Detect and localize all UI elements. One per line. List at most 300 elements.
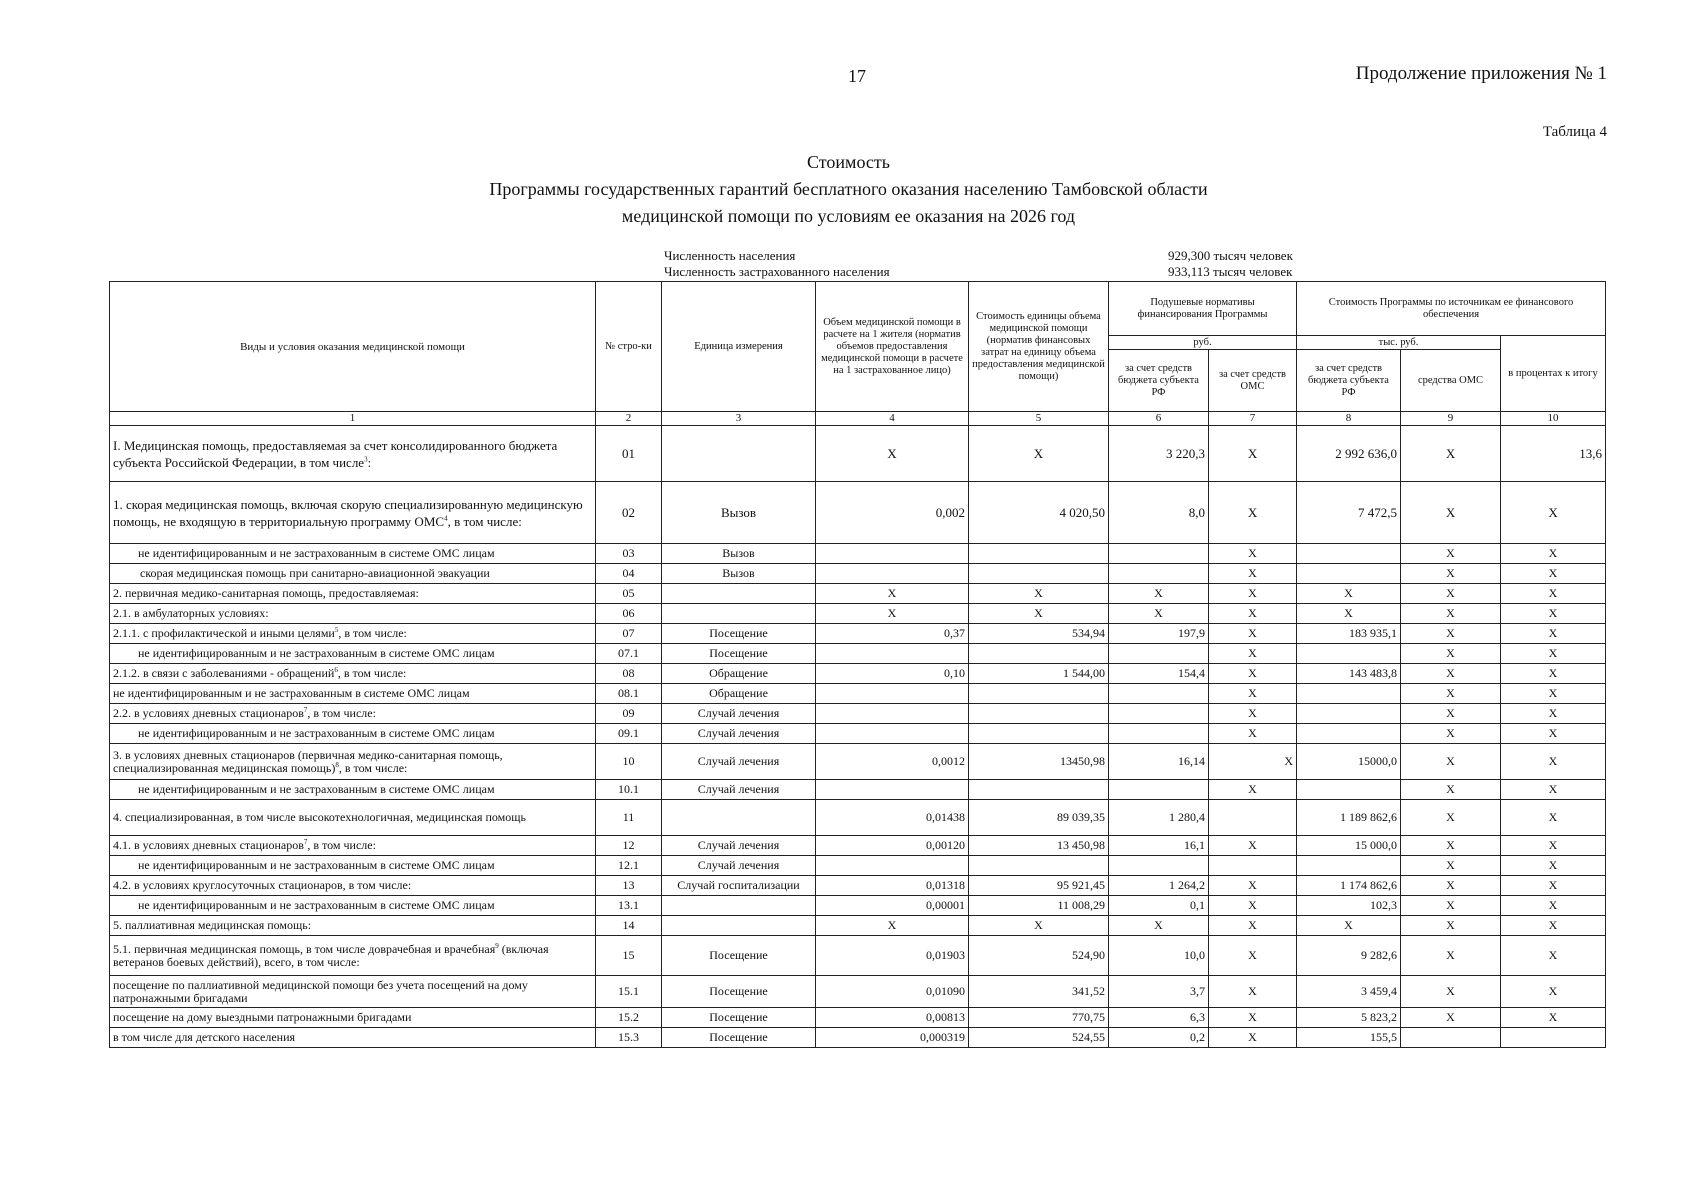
row-oms-cost bbox=[1401, 1028, 1501, 1048]
row-name bbox=[110, 856, 596, 876]
row-name-text: не идентифицированным и не застрахованным в системе ОМС лицам bbox=[138, 546, 495, 560]
row-name-text: не идентифицированным и не застрахованным в системе ОМС лицам bbox=[138, 858, 495, 872]
row-name bbox=[110, 564, 596, 584]
row-budget-per-capita: 1 264,2 bbox=[1109, 876, 1209, 896]
row-budget-cost: 183 935,1 bbox=[1297, 624, 1401, 644]
row-number: 04 bbox=[596, 564, 662, 584]
row-unit: Посещение bbox=[662, 644, 816, 664]
table-row bbox=[110, 856, 1606, 876]
row-budget-cost bbox=[1297, 684, 1401, 704]
row-budget-cost bbox=[1297, 564, 1401, 584]
row-name bbox=[110, 936, 596, 976]
row-name bbox=[110, 684, 596, 704]
row-unit: Посещение bbox=[662, 936, 816, 976]
row-volume: 0,000319 bbox=[816, 1028, 969, 1048]
row-name-text: 2.1.2. в связи с заболеваниями - обращений bbox=[113, 666, 335, 680]
row-volume bbox=[816, 544, 969, 564]
row-percent: X bbox=[1501, 976, 1606, 1008]
row-name-text: 2.1. в амбулаторных условиях: bbox=[113, 606, 269, 620]
row-number: 15.1 bbox=[596, 976, 662, 1008]
row-number: 06 bbox=[596, 604, 662, 624]
row-oms-per-capita: X bbox=[1209, 876, 1297, 896]
row-budget-cost: 143 483,8 bbox=[1297, 664, 1401, 684]
row-oms-per-capita bbox=[1209, 856, 1297, 876]
col-header-rub-unit: руб. bbox=[1109, 336, 1297, 350]
population-label: Численность населения bbox=[664, 248, 796, 263]
col-header-program-cost-group: Стоимость Программы по источникам ее финансового обеспечения bbox=[1297, 282, 1606, 336]
table-row bbox=[110, 896, 1606, 916]
row-name-text: не идентифицированным и не застрахованным в системе ОМС лицам bbox=[138, 646, 495, 660]
row-number: 10 bbox=[596, 744, 662, 780]
col-header-budget-cost: за счет средств бюджета субъекта РФ bbox=[1297, 350, 1401, 412]
row-name-text: I. Медицинская помощь, предоставляемая за счет консолидированного бюджета субъекта Российской Федерации, в том числе bbox=[113, 437, 558, 470]
row-percent: X bbox=[1501, 744, 1606, 780]
row-unit: Случай лечения bbox=[662, 704, 816, 724]
row-name bbox=[110, 916, 596, 936]
row-unit: Вызов bbox=[662, 564, 816, 584]
col-header-oms-per-capita: за счет средств ОМС bbox=[1209, 350, 1297, 412]
row-budget-per-capita: 3 220,3 bbox=[1109, 426, 1209, 482]
footnote-ref: 7 bbox=[303, 838, 308, 846]
row-percent: X bbox=[1501, 664, 1606, 684]
row-unit-cost: 13 450,98 bbox=[969, 836, 1109, 856]
row-percent: X bbox=[1501, 836, 1606, 856]
row-name bbox=[110, 800, 596, 836]
row-budget-cost bbox=[1297, 544, 1401, 564]
row-volume bbox=[816, 724, 969, 744]
row-unit-cost: 1 544,00 bbox=[969, 664, 1109, 684]
row-budget-cost: 3 459,4 bbox=[1297, 976, 1401, 1008]
row-name-text: 2. первичная медико-санитарная помощь, предоставляемая: bbox=[113, 586, 419, 600]
column-number: 4 bbox=[816, 412, 969, 426]
table-row bbox=[110, 936, 1606, 976]
row-oms-cost: X bbox=[1401, 564, 1501, 584]
row-volume: 0,10 bbox=[816, 664, 969, 684]
row-budget-per-capita: 16,14 bbox=[1109, 744, 1209, 780]
col-header-unit-cost: Стоимость единицы объема медицинской помощи (норматив финансовых затрат на единицу объема предоставления медицинской помощи) bbox=[969, 282, 1109, 412]
row-oms-cost: X bbox=[1401, 664, 1501, 684]
row-unit: Посещение bbox=[662, 1028, 816, 1048]
row-oms-per-capita: X bbox=[1209, 724, 1297, 744]
row-number: 02 bbox=[596, 482, 662, 544]
row-name bbox=[110, 896, 596, 916]
row-percent: X bbox=[1501, 800, 1606, 836]
row-budget-cost: 15000,0 bbox=[1297, 744, 1401, 780]
row-unit bbox=[662, 604, 816, 624]
row-oms-per-capita: X bbox=[1209, 664, 1297, 684]
row-name-text: не идентифицированным и не застрахованным в системе ОМС лицам bbox=[138, 898, 495, 912]
row-oms-cost: X bbox=[1401, 1008, 1501, 1028]
row-budget-cost bbox=[1297, 644, 1401, 664]
row-unit-cost bbox=[969, 684, 1109, 704]
cost-table bbox=[109, 281, 1606, 1048]
row-number: 09 bbox=[596, 704, 662, 724]
row-name-suffix: , в том числе: bbox=[338, 626, 407, 640]
row-budget-cost: 102,3 bbox=[1297, 896, 1401, 916]
row-percent: X bbox=[1501, 544, 1606, 564]
row-number: 15.3 bbox=[596, 1028, 662, 1048]
row-oms-cost: X bbox=[1401, 426, 1501, 482]
row-number: 01 bbox=[596, 426, 662, 482]
row-number: 12 bbox=[596, 836, 662, 856]
row-name-text: не идентифицированным и не застрахованным в системе ОМС лицам bbox=[138, 726, 495, 740]
row-percent: X bbox=[1501, 1008, 1606, 1028]
row-budget-cost bbox=[1297, 856, 1401, 876]
column-number: 6 bbox=[1109, 412, 1209, 426]
row-volume: X bbox=[816, 916, 969, 936]
row-unit-cost bbox=[969, 704, 1109, 724]
table-row bbox=[110, 684, 1606, 704]
row-name-text: посещение на дому выездными патронажными бригадами bbox=[113, 1010, 412, 1024]
row-unit-cost bbox=[969, 724, 1109, 744]
row-oms-cost: X bbox=[1401, 916, 1501, 936]
row-oms-cost: X bbox=[1401, 936, 1501, 976]
row-volume bbox=[816, 780, 969, 800]
table-row bbox=[110, 836, 1606, 856]
row-unit: Случай лечения bbox=[662, 836, 816, 856]
row-name-text: посещение по паллиативной медицинской помощи без учета посещений на дому патронажными бригадами bbox=[113, 977, 528, 1005]
row-oms-per-capita: X bbox=[1209, 584, 1297, 604]
row-name bbox=[110, 584, 596, 604]
row-unit-cost: 341,52 bbox=[969, 976, 1109, 1008]
row-budget-cost bbox=[1297, 780, 1401, 800]
row-budget-per-capita bbox=[1109, 564, 1209, 584]
row-percent: X bbox=[1501, 564, 1606, 584]
row-budget-per-capita: 8,0 bbox=[1109, 482, 1209, 544]
row-oms-cost: X bbox=[1401, 644, 1501, 664]
row-oms-cost: X bbox=[1401, 744, 1501, 780]
row-name bbox=[110, 482, 596, 544]
footnote-ref: 3 bbox=[364, 455, 368, 464]
title-line-3: медицинской помощи по условиям ее оказания на 2026 год bbox=[621, 206, 1076, 226]
row-name-suffix: , в том числе: bbox=[337, 666, 407, 680]
table-row bbox=[110, 800, 1606, 836]
table-row bbox=[110, 876, 1606, 896]
row-oms-per-capita: X bbox=[1209, 976, 1297, 1008]
row-unit-cost: 11 008,29 bbox=[969, 896, 1109, 916]
row-unit-cost: 524,90 bbox=[969, 936, 1109, 976]
row-unit bbox=[662, 426, 816, 482]
footnote-ref: 8 bbox=[335, 760, 339, 769]
row-oms-per-capita: X bbox=[1209, 780, 1297, 800]
row-percent: X bbox=[1501, 856, 1606, 876]
row-name-suffix: (включая ветеранов боевых действий), всего, в том числе: bbox=[113, 941, 549, 969]
row-name bbox=[110, 744, 596, 780]
table-row bbox=[110, 724, 1606, 744]
row-budget-cost: 1 174 862,6 bbox=[1297, 876, 1401, 896]
title-line-1: Стоимость bbox=[807, 152, 890, 172]
row-oms-cost: X bbox=[1401, 482, 1501, 544]
row-oms-cost: X bbox=[1401, 896, 1501, 916]
row-number: 15 bbox=[596, 936, 662, 976]
insured-population-label: Численность застрахованного населения bbox=[664, 264, 890, 279]
row-budget-cost: 1 189 862,6 bbox=[1297, 800, 1401, 836]
row-number: 12.1 bbox=[596, 856, 662, 876]
row-name bbox=[110, 1028, 596, 1048]
row-unit: Случай лечения bbox=[662, 780, 816, 800]
row-oms-per-capita: X bbox=[1209, 482, 1297, 544]
table-row bbox=[110, 780, 1606, 800]
row-oms-cost: X bbox=[1401, 724, 1501, 744]
row-budget-per-capita: X bbox=[1109, 916, 1209, 936]
table-row bbox=[110, 564, 1606, 584]
row-budget-cost: 155,5 bbox=[1297, 1028, 1401, 1048]
row-unit-cost bbox=[969, 564, 1109, 584]
row-budget-per-capita bbox=[1109, 684, 1209, 704]
row-name-text: 5.1. первичная медицинская помощь, в том числе доврачебная и врачебная bbox=[113, 941, 496, 956]
row-volume: 0,01318 bbox=[816, 876, 969, 896]
row-oms-cost: X bbox=[1401, 976, 1501, 1008]
row-unit: Вызов bbox=[662, 544, 816, 564]
footnote-ref: 4 bbox=[444, 514, 448, 523]
row-name-suffix: , в том числе: bbox=[447, 513, 522, 529]
row-unit: Посещение bbox=[662, 1008, 816, 1028]
footnote-ref: 5 bbox=[334, 626, 339, 634]
row-name bbox=[110, 780, 596, 800]
row-percent: X bbox=[1501, 482, 1606, 544]
row-oms-per-capita: X bbox=[1209, 744, 1297, 780]
row-unit-cost: X bbox=[969, 426, 1109, 482]
row-name-text: 1. скорая медицинская помощь, включая скорую специализированную медицинскую помощь, не входящую в территориальную программу ОМС bbox=[113, 496, 583, 529]
row-number: 03 bbox=[596, 544, 662, 564]
column-number: 9 bbox=[1401, 412, 1501, 426]
column-number: 7 bbox=[1209, 412, 1297, 426]
row-unit-cost: 534,94 bbox=[969, 624, 1109, 644]
row-percent bbox=[1501, 1028, 1606, 1048]
row-percent: X bbox=[1501, 704, 1606, 724]
row-unit: Посещение bbox=[662, 976, 816, 1008]
row-budget-cost: 2 992 636,0 bbox=[1297, 426, 1401, 482]
column-number-row bbox=[110, 412, 1606, 426]
row-oms-per-capita: X bbox=[1209, 604, 1297, 624]
row-percent: X bbox=[1501, 876, 1606, 896]
row-volume: 0,00001 bbox=[816, 896, 969, 916]
col-header-per-capita-group: Подушевые нормативы финансирования Программы bbox=[1109, 282, 1297, 336]
row-percent: X bbox=[1501, 684, 1606, 704]
column-number: 1 bbox=[110, 412, 596, 426]
row-oms-cost: X bbox=[1401, 856, 1501, 876]
footnote-ref: 9 bbox=[495, 941, 499, 950]
table-row bbox=[110, 544, 1606, 564]
row-volume bbox=[816, 644, 969, 664]
row-percent: X bbox=[1501, 644, 1606, 664]
row-budget-per-capita: 10,0 bbox=[1109, 936, 1209, 976]
row-volume bbox=[816, 856, 969, 876]
row-unit-cost: X bbox=[969, 916, 1109, 936]
row-budget-per-capita: 154,4 bbox=[1109, 664, 1209, 684]
row-percent: X bbox=[1501, 780, 1606, 800]
row-unit-cost bbox=[969, 644, 1109, 664]
title-line-2: Программы государственных гарантий бесплатного оказания населению Тамбовской области bbox=[489, 179, 1208, 199]
row-oms-per-capita: X bbox=[1209, 896, 1297, 916]
row-oms-cost: X bbox=[1401, 604, 1501, 624]
row-volume: 0,00813 bbox=[816, 1008, 969, 1028]
row-number: 08 bbox=[596, 664, 662, 684]
row-volume: 0,0012 bbox=[816, 744, 969, 780]
row-percent: X bbox=[1501, 584, 1606, 604]
row-unit-cost: 4 020,50 bbox=[969, 482, 1109, 544]
row-unit: Обращение bbox=[662, 684, 816, 704]
row-number: 11 bbox=[596, 800, 662, 836]
page-number: 17 bbox=[848, 66, 866, 86]
row-number: 14 bbox=[596, 916, 662, 936]
row-name bbox=[110, 544, 596, 564]
column-number: 5 bbox=[969, 412, 1109, 426]
row-oms-per-capita: X bbox=[1209, 704, 1297, 724]
row-unit-cost: 95 921,45 bbox=[969, 876, 1109, 896]
row-number: 07.1 bbox=[596, 644, 662, 664]
row-oms-per-capita: X bbox=[1209, 544, 1297, 564]
row-unit: Случай лечения bbox=[662, 724, 816, 744]
row-number: 15.2 bbox=[596, 1008, 662, 1028]
row-oms-per-capita: X bbox=[1209, 684, 1297, 704]
row-oms-cost: X bbox=[1401, 800, 1501, 836]
row-name bbox=[110, 876, 596, 896]
table-row bbox=[110, 664, 1606, 684]
row-name bbox=[110, 604, 596, 624]
row-name-text: 4. специализированная, в том числе высокотехнологичная, медицинская помощь bbox=[113, 810, 526, 824]
row-name-suffix: , в том числе: bbox=[338, 760, 408, 775]
row-percent: X bbox=[1501, 724, 1606, 744]
insured-population-value: 933,113 тысяч человек bbox=[1168, 264, 1293, 279]
row-oms-cost: X bbox=[1401, 544, 1501, 564]
row-unit: Вызов bbox=[662, 482, 816, 544]
table-row bbox=[110, 482, 1606, 544]
row-budget-per-capita bbox=[1109, 856, 1209, 876]
row-volume: 0,01438 bbox=[816, 800, 969, 836]
row-oms-per-capita: X bbox=[1209, 936, 1297, 976]
row-budget-per-capita: X bbox=[1109, 584, 1209, 604]
table-row bbox=[110, 704, 1606, 724]
row-budget-per-capita bbox=[1109, 544, 1209, 564]
row-number: 07 bbox=[596, 624, 662, 644]
row-volume: 0,01903 bbox=[816, 936, 969, 976]
row-name bbox=[110, 664, 596, 684]
row-volume bbox=[816, 564, 969, 584]
table-row bbox=[110, 976, 1606, 1008]
row-budget-per-capita: 16,1 bbox=[1109, 836, 1209, 856]
col-header-unit: Единица измерения bbox=[662, 282, 816, 412]
row-name bbox=[110, 644, 596, 664]
row-budget-cost: X bbox=[1297, 584, 1401, 604]
row-percent: 13,6 bbox=[1501, 426, 1606, 482]
row-volume bbox=[816, 704, 969, 724]
row-budget-per-capita bbox=[1109, 644, 1209, 664]
row-name bbox=[110, 704, 596, 724]
row-unit-cost: X bbox=[969, 604, 1109, 624]
row-name-text: 4.2. в условиях круглосуточных стационаров, в том числе: bbox=[113, 878, 412, 892]
footnote-ref: 7 bbox=[303, 706, 308, 714]
row-percent: X bbox=[1501, 604, 1606, 624]
row-budget-cost: 15 000,0 bbox=[1297, 836, 1401, 856]
row-oms-cost: X bbox=[1401, 780, 1501, 800]
col-header-row-number: № стро-ки bbox=[596, 282, 662, 412]
row-volume: 0,37 bbox=[816, 624, 969, 644]
row-unit: Посещение bbox=[662, 624, 816, 644]
row-percent: X bbox=[1501, 936, 1606, 976]
row-number: 09.1 bbox=[596, 724, 662, 744]
row-name-suffix: : bbox=[367, 454, 372, 470]
table-row bbox=[110, 916, 1606, 936]
col-header-type: Виды и условия оказания медицинской помощи bbox=[110, 282, 596, 412]
row-name-text: скорая медицинская помощь при санитарно-авиационной эвакуации bbox=[140, 566, 490, 580]
row-unit: Случай госпитализации bbox=[662, 876, 816, 896]
row-unit: Случай лечения bbox=[662, 744, 816, 780]
row-oms-per-capita: X bbox=[1209, 564, 1297, 584]
row-budget-per-capita: 6,3 bbox=[1109, 1008, 1209, 1028]
population-value: 929,300 тысяч человек bbox=[1168, 248, 1293, 263]
row-budget-per-capita bbox=[1109, 704, 1209, 724]
row-oms-cost: X bbox=[1401, 836, 1501, 856]
footnote-ref: 6 bbox=[334, 666, 338, 674]
column-number: 8 bbox=[1297, 412, 1401, 426]
row-volume: 0,002 bbox=[816, 482, 969, 544]
row-unit-cost: 89 039,35 bbox=[969, 800, 1109, 836]
row-unit bbox=[662, 896, 816, 916]
row-budget-per-capita: 0,2 bbox=[1109, 1028, 1209, 1048]
row-oms-per-capita: X bbox=[1209, 1008, 1297, 1028]
col-header-budget-per-capita: за счет средств бюджета субъекта РФ bbox=[1109, 350, 1209, 412]
row-oms-per-capita: X bbox=[1209, 624, 1297, 644]
row-percent: X bbox=[1501, 896, 1606, 916]
row-budget-cost: X bbox=[1297, 916, 1401, 936]
row-volume bbox=[816, 684, 969, 704]
row-number: 13.1 bbox=[596, 896, 662, 916]
row-name bbox=[110, 976, 596, 1008]
row-oms-cost: X bbox=[1401, 704, 1501, 724]
table-row bbox=[110, 426, 1606, 482]
row-unit: Случай лечения bbox=[662, 856, 816, 876]
row-number: 08.1 bbox=[596, 684, 662, 704]
row-name-text: в том числе для детского населения bbox=[113, 1030, 296, 1044]
column-number: 2 bbox=[596, 412, 662, 426]
col-header-volume: Объем медицинской помощи в расчете на 1 жителя (норматив объемов предоставления медицинской помощи в расчете на 1 застрахованное лицо) bbox=[816, 282, 969, 412]
table-row bbox=[110, 1028, 1606, 1048]
row-percent: X bbox=[1501, 916, 1606, 936]
row-budget-cost: 9 282,6 bbox=[1297, 936, 1401, 976]
row-budget-cost: 7 472,5 bbox=[1297, 482, 1401, 544]
table-row bbox=[110, 604, 1606, 624]
row-name-text: 2.2. в условиях дневных стационаров bbox=[113, 706, 304, 720]
row-name bbox=[110, 1008, 596, 1028]
row-oms-per-capita: X bbox=[1209, 1028, 1297, 1048]
row-percent: X bbox=[1501, 624, 1606, 644]
row-name-text: не идентифицированным и не застрахованным в системе ОМС лицам bbox=[138, 782, 495, 796]
row-oms-per-capita: X bbox=[1209, 916, 1297, 936]
row-oms-per-capita: X bbox=[1209, 426, 1297, 482]
row-budget-per-capita: 0,1 bbox=[1109, 896, 1209, 916]
row-name-text: 4.1. в условиях дневных стационаров bbox=[113, 838, 304, 852]
row-budget-cost bbox=[1297, 704, 1401, 724]
row-budget-cost bbox=[1297, 724, 1401, 744]
table-row bbox=[110, 624, 1606, 644]
col-header-thousand-rub-unit: тыс. руб. bbox=[1297, 336, 1501, 350]
row-number: 13 bbox=[596, 876, 662, 896]
col-header-oms-cost: средства ОМС bbox=[1401, 350, 1501, 412]
row-unit-cost: X bbox=[969, 584, 1109, 604]
row-budget-per-capita: 197,9 bbox=[1109, 624, 1209, 644]
row-volume: 0,00120 bbox=[816, 836, 969, 856]
column-number: 3 bbox=[662, 412, 816, 426]
row-volume: X bbox=[816, 426, 969, 482]
row-name-text: 5. паллиативная медицинская помощь: bbox=[113, 918, 312, 932]
row-volume: X bbox=[816, 584, 969, 604]
table-row bbox=[110, 644, 1606, 664]
row-name-suffix: , в том числе: bbox=[307, 706, 376, 720]
row-unit-cost: 13450,98 bbox=[969, 744, 1109, 780]
row-unit bbox=[662, 800, 816, 836]
row-budget-per-capita: X bbox=[1109, 604, 1209, 624]
